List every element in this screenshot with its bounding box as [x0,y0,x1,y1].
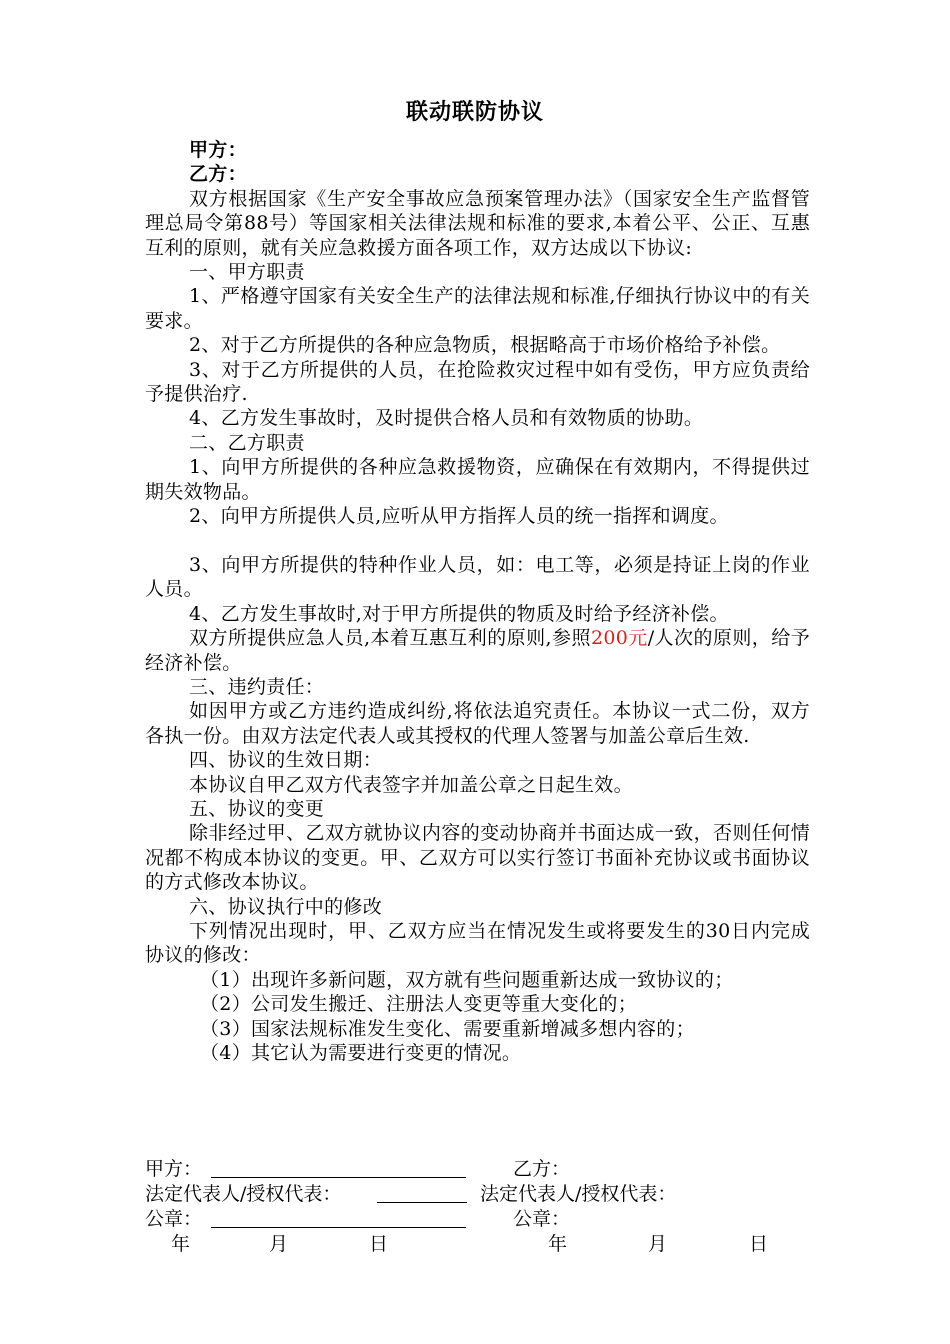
rep-a-label: 法定代表人/授权代表： [145,1183,342,1205]
intro-paragraph: 双方根据国家《生产安全事故应急预案管理办法》（国家安全生产监督管理总局令第88号）等国家相关法律法规和标准的要求,本着公平、公正、互惠互利的原则，就有关应急救援方面各项工作，双方达成以下协议: [145,187,810,259]
section-2-item: 2、向甲方所提供人员,应听从甲方指挥人员的统一指挥和调度。 [189,505,729,528]
compensation-text-before: 双方所提供应急人员,本着互惠互利的原则,参照 [189,627,591,650]
sign-party-b-label: 乙方： [513,1158,571,1180]
date-b-month: 月 [648,1233,668,1255]
signature-row-party [145,1157,845,1181]
compensation-paragraph [145,626,810,675]
date-b-year: 年 [548,1233,568,1255]
section-2-item: 3、向甲方所提供的特种作业人员，如：电工等，必须是持证上岗的作业人员。 [145,553,810,601]
section-3-heading: 三、违约责任： [189,675,325,698]
document-body [145,138,810,1065]
rep-a-sign-line [377,1182,467,1203]
compensation-text-after: /人次的原则，给予经济补偿。 [145,627,810,674]
date-b-day: 日 [749,1233,769,1255]
section-1-item: 1、严格遵守国家有关安全生产的法律法规和标准,仔细执行协议中的有关要求。 [145,285,810,332]
section-3-text: 如因甲方或乙方违约造成纠纷,将依法追究责任。本协议一式二份，双方各执一份。由双方法定代表人或其授权的代理人签署与加盖公章后生效. [145,700,810,747]
section-5-heading: 五、协议的变更 [189,797,325,820]
section-1-item: 4、乙方发生事故时，及时提供合格人员和有效物质的协助。 [189,407,704,430]
section-6-item: （1）出现许多新问题，双方就有些问题重新达成一致协议的； [200,968,734,991]
section-5-text: 除非经过甲、乙双方就协议内容的变动协商并书面达成一致，否则任何情况都不构成本协议的变更。甲、乙双方可以实行签订书面补充协议或书面协议的方式修改本协议。 [145,822,810,894]
section-6-item: （3）国家法规标准发生变化、需要重新增减多想内容的； [200,1017,695,1040]
signature-row-representative [145,1182,845,1206]
seal-a-label: 公章： [145,1208,203,1230]
section-1-item: 2、对于乙方所提供的各种应急物质，根据略高于市场价格给予补偿。 [189,334,781,357]
date-a-year: 年 [171,1233,191,1255]
section-6-text: 下列情况出现时，甲、乙双方应当在情况发生或将要发生的30日内完成协议的修改： [145,919,810,967]
party-a-sign-line [211,1157,466,1178]
section-2-heading: 二、乙方职责 [189,431,305,454]
party-b-label: 乙方： [189,163,247,186]
seal-a-line [211,1207,466,1228]
section-4-heading: 四、协议的生效日期： [189,749,383,772]
section-4-text: 本协议自甲乙双方代表签字并加盖公章之日起生效。 [189,773,633,796]
sign-party-a-label: 甲方： [145,1158,203,1180]
seal-b-label: 公章： [513,1208,571,1230]
date-a-month: 月 [269,1233,289,1255]
signature-row-date [145,1232,845,1256]
section-1-heading: 一、甲方职责 [189,261,305,284]
date-a-day: 日 [369,1233,389,1255]
section-6-item: （4）其它认为需要进行变更的情况。 [200,1042,522,1065]
blank-line [145,529,810,553]
rep-b-label: 法定代表人/授权代表： [480,1183,677,1205]
signature-row-seal [145,1207,845,1231]
section-2-item: 4、乙方发生事故时,对于甲方所提供的物质及时给予经济补偿。 [189,602,729,625]
compensation-amount: 200元 [590,627,648,650]
section-2-item: 1、向甲方所提供的各种应急救援物资，应确保在有效期内，不得提供过期失效物品。 [145,456,810,503]
section-6-item: （2）公司发生搬迁、注册法人变更等重大变化的； [200,993,637,1016]
party-a-label: 甲方： [189,139,247,161]
section-6-heading: 六、协议执行中的修改 [189,895,383,918]
section-1-item: 3、对于乙方所提供的人员，在抢险救灾过程中如有受伤，甲方应负责给予提供治疗. [145,358,810,406]
document-title: 联动联防协议 [405,100,544,125]
